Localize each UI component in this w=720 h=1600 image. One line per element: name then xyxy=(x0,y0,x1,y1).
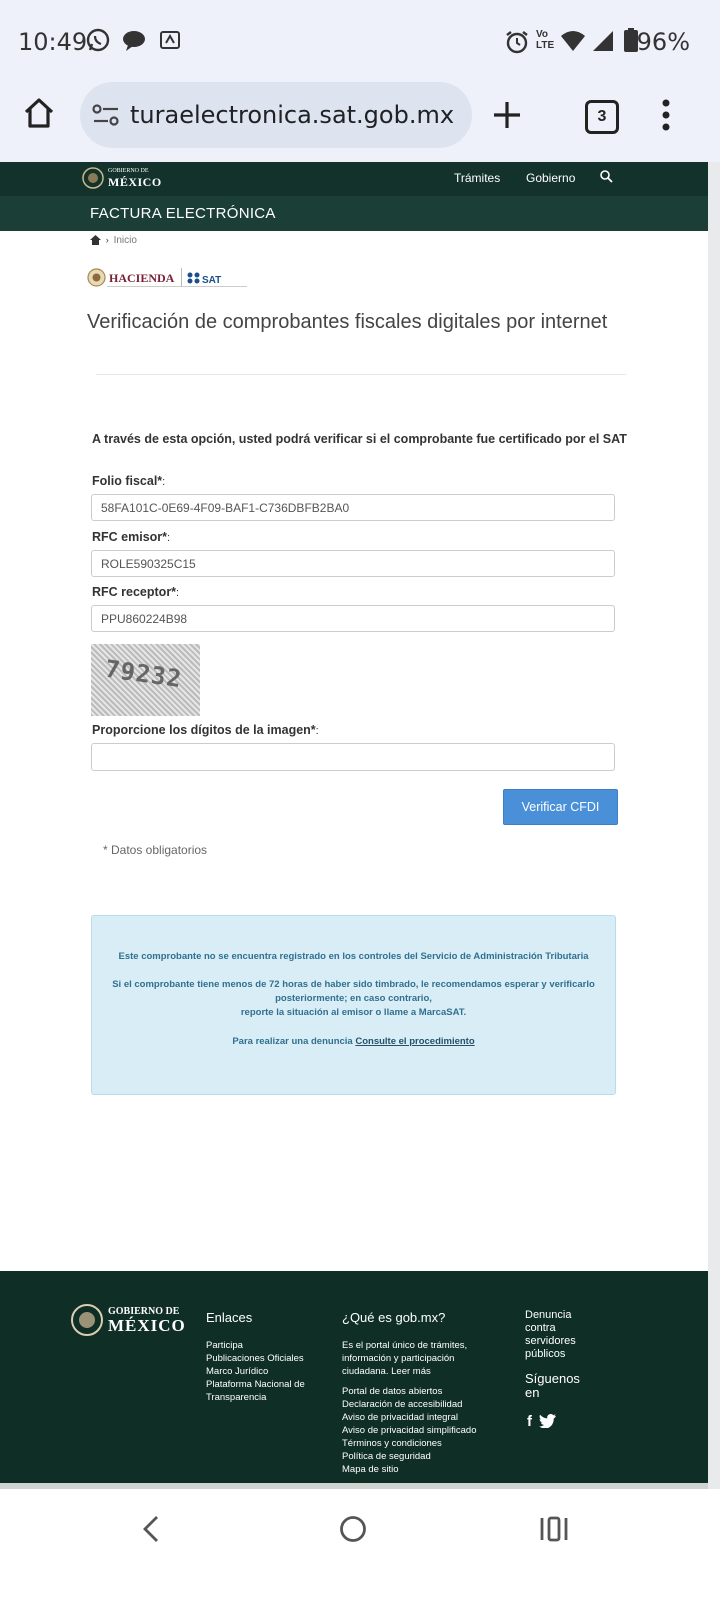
breadcrumb-home-icon[interactable] xyxy=(90,235,101,245)
footer-link[interactable]: Términos y condiciones xyxy=(342,1438,442,1449)
captcha-digits: 79232 xyxy=(103,654,184,694)
alert-line-1: Este comprobante no se encuentra registrado en los controles del Servicio de Administración Tributaria xyxy=(118,951,589,962)
gov-emblem-icon[interactable] xyxy=(82,167,104,189)
nav-gobierno[interactable]: Gobierno xyxy=(526,171,576,185)
footer-link[interactable]: Política de seguridad xyxy=(342,1451,431,1462)
enlaces-title: Enlaces xyxy=(206,1310,253,1325)
footer-link[interactable]: Transparencia xyxy=(206,1392,267,1403)
que-es-links xyxy=(342,1385,476,1476)
wifi-icon xyxy=(560,30,586,52)
footer-link[interactable]: Publicaciones Oficiales xyxy=(206,1353,304,1364)
required-note: * Datos obligatorios xyxy=(103,843,208,857)
siguenos xyxy=(525,1372,580,1400)
captcha-image xyxy=(91,644,200,716)
hacienda-logo: HACIENDA xyxy=(109,271,175,285)
title-divider xyxy=(96,374,626,375)
sat-logo: SAT xyxy=(202,275,222,286)
breadcrumb-inicio[interactable]: Inicio xyxy=(113,235,137,246)
chat-icon xyxy=(122,30,146,52)
rfc-receptor-input[interactable]: PPU860224B98 xyxy=(91,605,615,632)
signal-icon xyxy=(592,30,614,52)
section-bar xyxy=(0,196,708,231)
footer-link[interactable]: Plataforma Nacional de xyxy=(206,1379,305,1390)
facebook-icon[interactable]: f xyxy=(527,1413,532,1430)
notification-icon xyxy=(160,31,180,49)
footer-logo-small: GOBIERNO DE xyxy=(108,1306,180,1317)
captcha-label: Proporcione los dígitos de la imagen*: xyxy=(92,723,319,737)
footer-emblem-icon xyxy=(70,1303,104,1337)
footer-link[interactable]: Aviso de privacidad simplificado xyxy=(342,1425,477,1436)
page-title: Verificación de comprobantes fiscales digitales por internet xyxy=(87,311,608,333)
footer-link[interactable]: Participa xyxy=(206,1340,243,1351)
alarm-icon xyxy=(505,30,529,54)
gov-logo-small: GOBIERNO DE xyxy=(108,168,149,174)
section-title[interactable]: FACTURA ELECTRÓNICA xyxy=(90,205,276,222)
denuncia-prefix: Para realizar una denuncia xyxy=(232,1036,353,1047)
que-es-line: Es el portal único de trámites, xyxy=(342,1340,468,1351)
denuncia-link[interactable]: Consulte el procedimiento xyxy=(355,1036,475,1047)
new-tab-icon[interactable] xyxy=(492,100,522,130)
denuncia-line: públicos xyxy=(525,1348,566,1360)
captcha-input[interactable] xyxy=(91,743,615,771)
que-es-line: información y participación xyxy=(342,1353,455,1364)
siguenos-line: en xyxy=(525,1385,540,1400)
denuncia-line: Denuncia xyxy=(525,1309,572,1321)
logo-divider xyxy=(181,268,182,286)
status-bar xyxy=(0,0,720,82)
nav-tramites[interactable]: Trámites xyxy=(454,171,501,185)
battery-percent: 96% xyxy=(636,28,690,56)
browser-toolbar xyxy=(0,82,720,162)
siguenos-line: Síguenos xyxy=(525,1371,580,1386)
breadcrumb-separator: › xyxy=(105,235,109,245)
home-icon[interactable] xyxy=(22,96,56,130)
search-icon[interactable] xyxy=(600,170,613,183)
alert-line-4: reporte la situación al emisor o llame a MarcaSAT. xyxy=(240,1007,467,1018)
que-es-title: ¿Qué es gob.mx? xyxy=(342,1310,446,1325)
footer-logo-big: MÉXICO xyxy=(108,1316,186,1335)
status-time: 10:49 xyxy=(18,28,88,56)
volte-icon: Vo LTE xyxy=(536,29,555,51)
sat-emblem-icon xyxy=(187,272,200,284)
home-circle-icon[interactable] xyxy=(339,1515,367,1543)
footer-link[interactable]: Aviso de privacidad integral xyxy=(342,1412,459,1423)
alert-line-2: Si el comprobante tiene menos de 72 horas de haber sido timbrado, le recomendamos esperar y verificarlo xyxy=(112,979,595,990)
back-icon[interactable] xyxy=(142,1515,160,1543)
rfc-emisor-label: RFC emisor*: xyxy=(92,530,171,544)
footer xyxy=(0,1271,708,1483)
folio-label: Folio fiscal*: xyxy=(92,474,166,488)
hacienda-emblem-icon xyxy=(87,268,106,287)
address-bar[interactable] xyxy=(80,82,472,148)
recents-icon[interactable] xyxy=(540,1516,568,1542)
denuncia-line: servidores xyxy=(525,1335,576,1347)
footer-link[interactable]: Declaración de accesibilidad xyxy=(342,1399,463,1410)
system-nav-bar xyxy=(0,1489,720,1600)
intro-text: A través de esta opción, usted podrá verificar si el comprobante fue certificado por el SAT xyxy=(92,432,627,446)
enlaces-list xyxy=(206,1339,305,1404)
more-menu-icon[interactable] xyxy=(662,99,670,131)
footer-link[interactable]: Portal de datos abiertos xyxy=(342,1386,443,1397)
folio-input[interactable]: 58FA101C-0E69-4F09-BAF1-C736DBFB2BA0 xyxy=(91,494,615,521)
denuncia-link-block[interactable] xyxy=(525,1309,576,1361)
whatsapp-icon xyxy=(86,28,110,52)
gov-header xyxy=(0,162,708,196)
url-text: turaelectronica.sat.gob.mx xyxy=(130,101,455,129)
logo-underline xyxy=(107,286,247,287)
rfc-emisor-input[interactable]: ROLE590325C15 xyxy=(91,550,615,577)
page-edge xyxy=(708,162,720,1489)
gov-logo-big: MÉXICO xyxy=(108,175,162,189)
footer-link[interactable]: Marco Jurídico xyxy=(206,1366,269,1377)
denuncia-line: contra xyxy=(525,1322,556,1334)
breadcrumb xyxy=(90,235,137,246)
footer-link[interactable]: Mapa de sitio xyxy=(342,1464,399,1475)
result-alert xyxy=(91,915,616,1095)
verify-cfdi-button[interactable]: Verificar CFDI xyxy=(503,789,618,825)
rfc-receptor-label: RFC receptor*: xyxy=(92,585,180,599)
alert-denuncia xyxy=(92,1035,615,1049)
que-es-text xyxy=(342,1339,467,1378)
alert-line-3: posteriormente; en caso contrario, xyxy=(275,993,432,1004)
site-settings-icon[interactable] xyxy=(92,102,120,128)
tab-switcher-button[interactable]: 3 xyxy=(585,100,619,134)
que-es-line[interactable]: ciudadana. Leer más xyxy=(342,1366,431,1377)
twitter-icon[interactable] xyxy=(539,1414,556,1428)
